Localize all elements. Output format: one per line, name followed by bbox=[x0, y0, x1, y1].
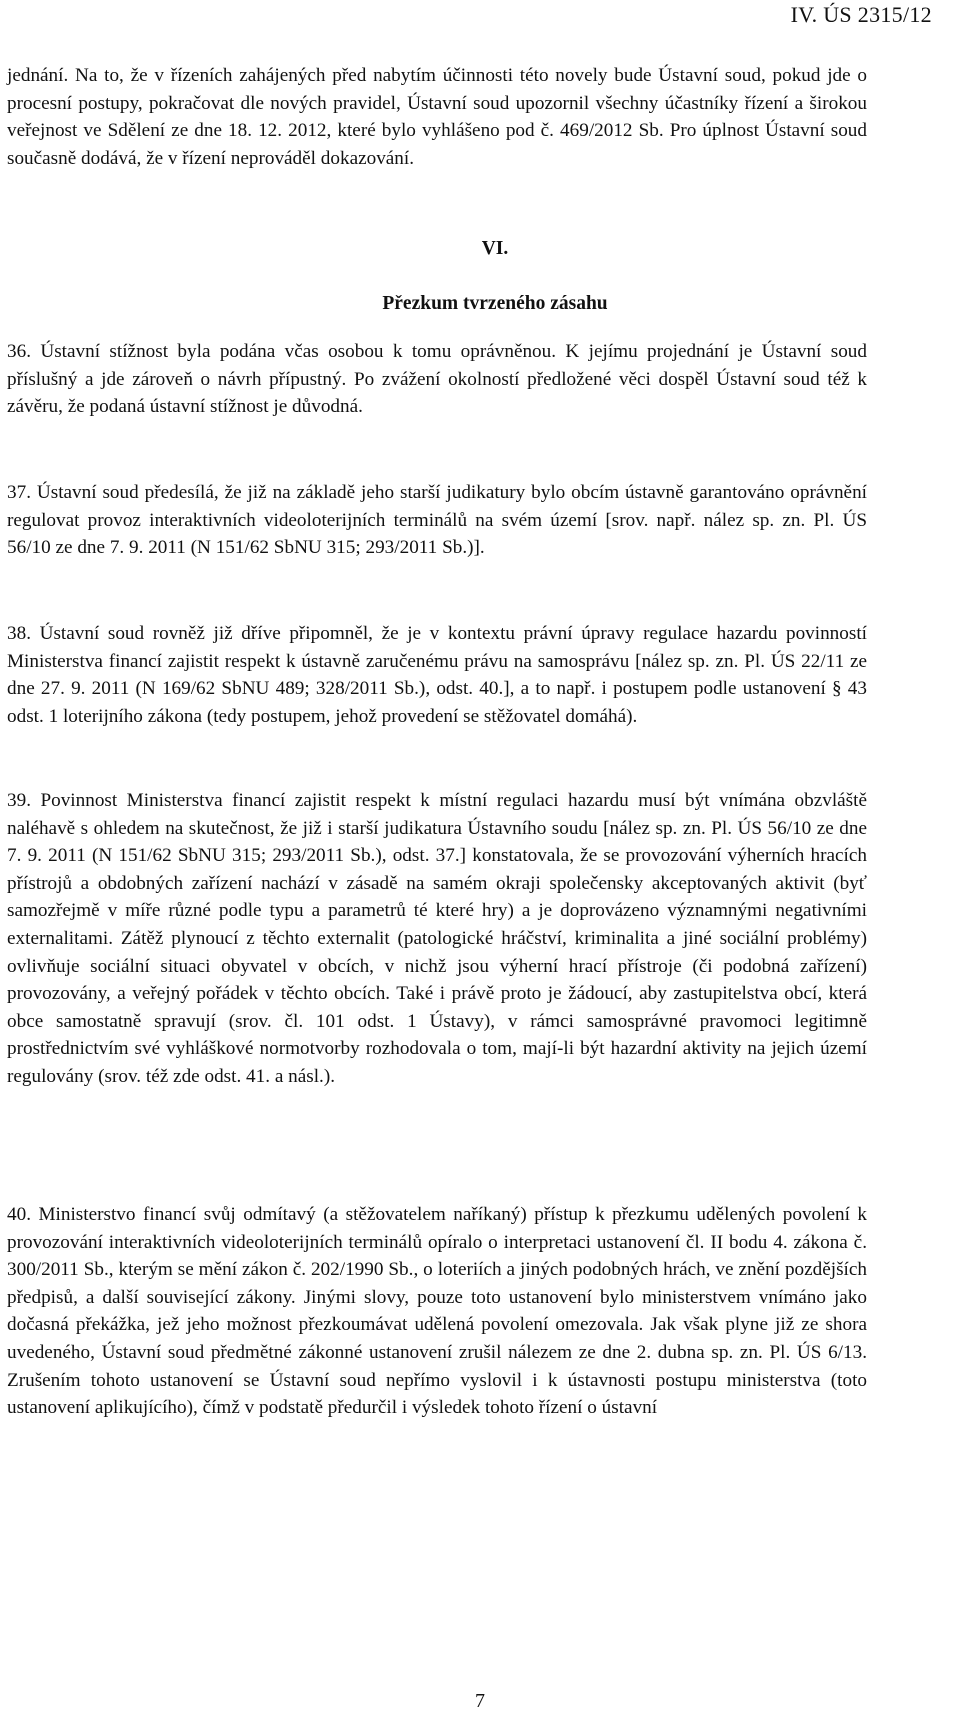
paragraph-38: 38. Ústavní soud rovněž již dříve připomněl, že je v kontextu právní úpravy regulace hazardu povinností Ministerstva financí zajistit respekt k ústavně zaručenému právu na samosprávu [nález sp. zn. Pl. ÚS 22/11 ze dne 27. 9. 2011 (N 169/62 SbNU 489; 328/2011 Sb.), odst. 40.], a to např. i postupem podle ustanovení § 43 odst. 1 loterijního zákona (tedy postupem, jehož provedení se stěžovatel domáhá). bbox=[7, 623, 867, 727]
section-number: VI. bbox=[481, 238, 509, 259]
paragraph-37: 37. Ústavní soud předesílá, že již na základě jeho starší judikatury bylo obcím ústavně garantováno oprávnění regulovat provoz interaktivních videoloterijních terminálů na svém území [srov. např. nález sp. zn. Pl. ÚS 56/10 ze dne 7. 9. 2011 (N 151/62 SbNU 315; 293/2011 Sb.)]. bbox=[7, 482, 867, 559]
intro-paragraph: jednání. Na to, že v řízeních zahájených před nabytím účinnosti této novely bude Ústavní soud, pokud jde o procesní postupy, pokračovat dle nových pravidel, Ústavní soud upozornil všechny účastníky řízení a širokou veřejnost ve Sdělení ze dne 18. 12. 2012, které bylo vyhlášeno pod č. 469/2012 Sb. Pro úplnost Ústavní soud současně dodává, že v řízení neprováděl dokazování. bbox=[7, 65, 867, 169]
page-number: 7 bbox=[475, 1690, 485, 1712]
section-title: Přezkum tvrzeného zásahu bbox=[382, 293, 608, 314]
paragraph-40: 40. Ministerstvo financí svůj odmítavý (a stěžovatelem naříkaný) přístup k přezkumu udělených povolení k provozování interaktivních videoloterijních terminálů opíralo o interpretaci ustanovení čl. II bodu 4. zákona č. 300/2011 Sb., kterým se mění zákon č. 202/1990 Sb., o loteriích a jiných podobných hrách, ve znění pozdějších předpisů, a další související zákony. Jinými slovy, pouze toto ustanovení bylo ministerstvem vnímáno jako dočasná překážka, jež jeho možnost přezkoumávat udělená povolení omezovala. Jak však plyne již ze shora uvedeného, Ústavní soud předmětné zákonné ustanovení zrušil nálezem ze dne 2. dubna sp. zn. Pl. ÚS 6/13. Zrušením tohoto ustanovení se Ústavní soud nepřímo vyslovil i k ústavnosti postupu ministerstva (toto ustanovení aplikujícího), čímž v podstatě předurčil i výsledek tohoto řízení o ústavní bbox=[7, 1204, 867, 1419]
paragraph-36: 36. Ústavní stížnost byla podána včas osobou k tomu oprávněnou. K jejímu projednání je Ústavní soud příslušný a jde zároveň o návrh přípustný. Po zvážení okolností předložené věci dospěl Ústavní soud též k závěru, že podaná ústavní stížnost je důvodná. bbox=[7, 341, 867, 418]
case-reference: IV. ÚS 2315/12 bbox=[790, 2, 932, 27]
paragraph-39: 39. Povinnost Ministerstva financí zajistit respekt k místní regulaci hazardu musí být vnímána obzvláště naléhavě s ohledem na skutečnost, že již i starší judikatura Ústavního soudu [nález sp. zn. Pl. ÚS 56/10 ze dne 7. 9. 2011 (N 151/62 SbNU 315; 293/2011 Sb.), odst. 37.] konstatovala, že se provozování výherních hracích přístrojů a obdobných zařízení nachází v zásadě na samém okraji společensky akceptovaných aktivit (byť samozřejmě v míře různé podle typu a parametrů té které hry) a je doprovázeno významnými negativními externalitami. Zátěž plynoucí z těchto externalit (patologické hráčství, kriminalita a jiné sociální problémy) ovlivňuje sociální situaci obyvatel v obcích, v nichž jsou výherní hrací přístroje (či podobná zařízení) provozovány, a veřejný pořádek v těchto obcích. Také i právě proto je žádoucí, aby zastupitelstva obcí, která obce samostatně spravují (srov. čl. 101 odst. 1 Ústavy), v rámci samosprávné pravomoci legitimně prostřednictvím své vyhláškové normotvorby rozhodovala o tom, mají-li být hazardní aktivity na jejich území regulovány (srov. též zde odst. 41. a násl.). bbox=[7, 790, 867, 1087]
